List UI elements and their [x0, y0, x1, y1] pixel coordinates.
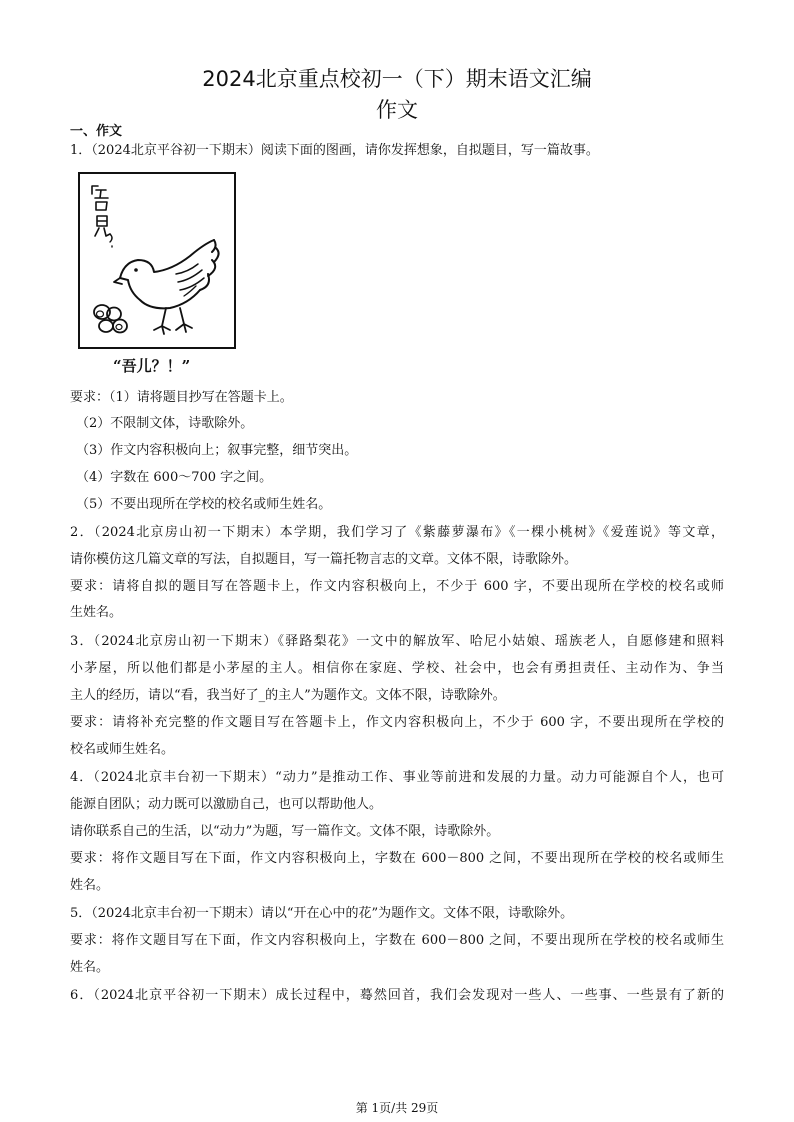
question-1: 1．（2024北京平谷初一下期末）阅读下面的图画，请你发挥想象，自拟题目，写一篇故事。 [70, 143, 599, 158]
page-subtitle: 作文 [376, 98, 418, 122]
question-3-line-2: 小茅屋，所以他们都是小茅屋的主人。相信你在家庭、学校、社会中，也会有勇担责任、主动作为、争当 [70, 661, 724, 676]
page-title: 2024北京重点校初一（下）期末语文汇编 [202, 67, 592, 91]
question-5-line-3: 姓名。 [70, 960, 110, 975]
q1-requirement-5: （5）不要出现所在学校的校名或师生姓名。 [76, 497, 332, 512]
q1-requirement-3: （3）作文内容积极向上；叙事完整，细节突出。 [76, 443, 358, 458]
question-4-line-2: 能源自团队；动力既可以激励自己，也可以帮助他人。 [70, 797, 383, 812]
question-4-line-3: 请你联系自己的生活，以“动力”为题，写一篇作文。文体不限，诗歌除外。 [70, 824, 500, 839]
image-caption: “吾儿？！” [113, 357, 191, 375]
q1-requirement-4: （4）字数在 600～700 字之间。 [76, 470, 273, 485]
question-2-line-2: 请你模仿这几篇文章的写法，自拟题目，写一篇托物言志的文章。文体不限，诗歌除外。 [70, 552, 578, 567]
question-3-line-4: 要求：请将补充完整的作文题目写在答题卡上，作文内容积极向上，不少于 600 字，不要出现所在学校的 [70, 715, 724, 730]
question-4-line-5: 姓名。 [70, 878, 110, 893]
question-4-line-1: 4．（2024北京丰台初一下期末）“动力”是推动工作、事业等前进和发展的力量。动力可能源自个人，也可 [70, 770, 724, 785]
question-5-line-2: 要求：将作文题目写在下面，作文内容积极向上，字数在 600－800 之间，不要出现所在学校的校名或师生 [70, 933, 724, 948]
q1-requirement-2: （2）不限制文体，诗歌除外。 [76, 416, 254, 431]
question-2-line-3: 要求：请将自拟的题目写在答题卡上，作文内容积极向上，不少于 600 字，不要出现所在学校的校名或师 [70, 579, 724, 594]
question-4-line-4: 要求：将作文题目写在下面，作文内容积极向上，字数在 600－800 之间，不要出现所在学校的校名或师生 [70, 851, 724, 866]
chick-with-eggs-drawing [80, 174, 234, 347]
question-6-line-1: 6．（2024北京平谷初一下期末）成长过程中，蓦然回首，我们会发现对一些人、一些事、一些景有了新的 [70, 988, 724, 1003]
q1-requirement-1: 要求：（1）请将题目抄写在答题卡上。 [70, 390, 293, 405]
question-3-line-1: 3．（2024北京房山初一下期末）《驿路梨花》一文中的解放军、哈尼小姑娘、瑶族老人，自愿修建和照料 [70, 634, 724, 649]
cartoon-image [78, 172, 236, 349]
question-3-line-3: 主人的经历，请以“看，我当好了_的主人”为题作文。文体不限，诗歌除外。 [70, 688, 506, 703]
question-2-line-4: 生姓名。 [70, 605, 123, 620]
section-heading: 一、作文 [70, 124, 123, 139]
question-3-line-5: 校名或师生姓名。 [70, 742, 175, 757]
question-2-line-1: 2．（2024北京房山初一下期末）本学期，我们学习了《紫藤萝瀑布》《一棵小桃树》《爱莲说》等文章， [70, 525, 724, 540]
page-footer: 第 1页/共 29页 [355, 1101, 439, 1115]
question-5-line-1: 5．（2024北京丰台初一下期末）请以“开在心中的花”为题作文。文体不限，诗歌除外。 [70, 906, 574, 921]
